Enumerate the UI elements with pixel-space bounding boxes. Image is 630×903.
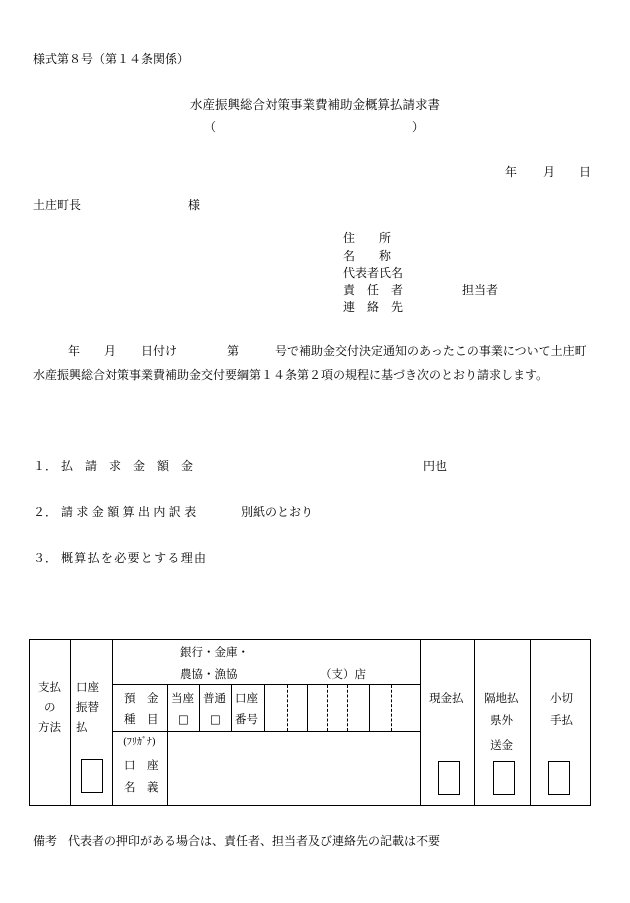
account-number-label-2: 番号 xyxy=(235,712,258,726)
person-in-charge-label: 担当者 xyxy=(462,283,499,297)
date-day: 日 xyxy=(579,165,592,179)
addressee-honorific: 様 xyxy=(188,198,201,212)
remote-payment-label-3: 送金 xyxy=(490,738,514,752)
bank-type-line2: 農協・漁協 xyxy=(180,667,238,681)
digit-divider xyxy=(307,685,308,731)
item-2-value: 別紙のとおり xyxy=(241,505,314,519)
address-label: 住 所 xyxy=(343,231,392,245)
remarks-text: 代表者の押印がある場合は、責任者、担当者及び連絡先の記載は不要 xyxy=(68,834,441,848)
branch-label: （支）店 xyxy=(320,667,366,681)
body-month: 月 xyxy=(104,344,117,358)
representative-label: 代表者氏名 xyxy=(343,266,404,280)
payment-method-cell xyxy=(30,640,71,806)
account-holder-label-cell xyxy=(113,732,168,806)
payment-method-label-1: 支払 xyxy=(38,680,61,694)
account-holder-label-2: 名 義 xyxy=(124,780,159,794)
deposit-type-label-2: 種 目 xyxy=(124,712,159,726)
account-holder-field[interactable] xyxy=(168,732,421,806)
digit-divider xyxy=(327,685,328,731)
deposit-type-label-1: 預 金 xyxy=(124,691,159,705)
furigana-label: (ﾌﾘｶﾞﾅ) xyxy=(123,737,156,748)
check-payment-cell xyxy=(531,640,591,806)
digit-divider xyxy=(287,685,288,731)
item-3-number: ３． xyxy=(33,551,58,565)
account-holder-label-1: 口 座 xyxy=(124,758,159,772)
ordinary-account-checkbox[interactable]: □ xyxy=(210,712,221,726)
account-number-label-1: 口座 xyxy=(235,691,258,705)
account-number-digits[interactable] xyxy=(265,685,421,732)
current-account-label: 当座 xyxy=(171,691,194,705)
responsible-person-label: 責 任 者 xyxy=(343,283,404,297)
item-2-number: ２． xyxy=(33,505,58,519)
payment-method-label-2: の xyxy=(44,700,56,714)
cash-payment-label: 現金払 xyxy=(429,691,464,705)
digit-divider xyxy=(347,685,348,731)
current-account-cell[interactable] xyxy=(168,685,200,732)
body-year: 年 xyxy=(68,344,81,358)
item-3-label: 概算払を必要とする理由 xyxy=(61,551,208,565)
body-line1: 号で補助金交付決定通知のあったこの事業について土庄町 xyxy=(275,344,587,358)
item-1-number: １． xyxy=(33,459,58,473)
subtitle-close-paren: ） xyxy=(412,120,425,134)
remote-payment-box[interactable] xyxy=(493,761,515,795)
account-transfer-cell xyxy=(71,640,113,806)
payment-method-label-3: 方法 xyxy=(38,720,61,734)
subtitle-open-paren: （ xyxy=(204,120,217,134)
current-account-checkbox[interactable]: □ xyxy=(178,712,189,726)
check-payment-label-1: 小切 xyxy=(550,691,574,705)
body-line2: 水産振興総合対策事業費補助金交付要綱第１４条第２項の規程に基づき次のとおり請求します。 xyxy=(33,368,549,382)
remote-payment-label-2: 県外 xyxy=(490,713,514,727)
name-label: 名 称 xyxy=(343,249,392,263)
account-transfer-label-1: 口座 xyxy=(76,680,99,694)
item-1-value: 円也 xyxy=(423,459,448,473)
transfer-stamp-box[interactable] xyxy=(81,759,103,793)
body-day-dated: 日付け xyxy=(141,344,178,358)
account-number-label-cell xyxy=(232,685,265,732)
bank-type-line1: 銀行・金庫・ xyxy=(180,645,249,659)
remote-payment-label-1: 隔地払 xyxy=(484,691,519,705)
digit-divider xyxy=(369,685,370,731)
date-month: 月 xyxy=(543,165,556,179)
form-number: 様式第８号（第１４条関係） xyxy=(33,52,190,66)
addressee-name: 土庄町長 xyxy=(33,198,82,212)
account-transfer-label-3: 払 xyxy=(76,720,88,734)
cash-payment-box[interactable] xyxy=(438,761,460,795)
item-2-label: 請求金額算出内訳表 xyxy=(61,505,200,519)
cash-payment-cell xyxy=(421,640,475,806)
account-transfer-label-2: 振替 xyxy=(76,700,99,714)
body-dai: 第 xyxy=(227,344,240,358)
item-1-label: 払 請 求 金 額 金 xyxy=(61,459,194,473)
remote-payment-cell xyxy=(475,640,531,806)
digit-divider xyxy=(391,685,392,731)
deposit-type-cell xyxy=(113,685,168,732)
check-payment-label-2: 手払 xyxy=(550,713,574,727)
ordinary-account-label: 普通 xyxy=(203,691,226,705)
check-payment-box[interactable] xyxy=(548,761,570,795)
date-year: 年 xyxy=(505,165,518,179)
bank-name-cell[interactable] xyxy=(113,640,421,685)
contact-label: 連 絡 先 xyxy=(343,300,404,314)
ordinary-account-cell[interactable] xyxy=(200,685,232,732)
remarks-label: 備考 xyxy=(33,834,58,848)
page-title: 水産振興総合対策事業費補助金概算払請求書 xyxy=(190,97,441,112)
